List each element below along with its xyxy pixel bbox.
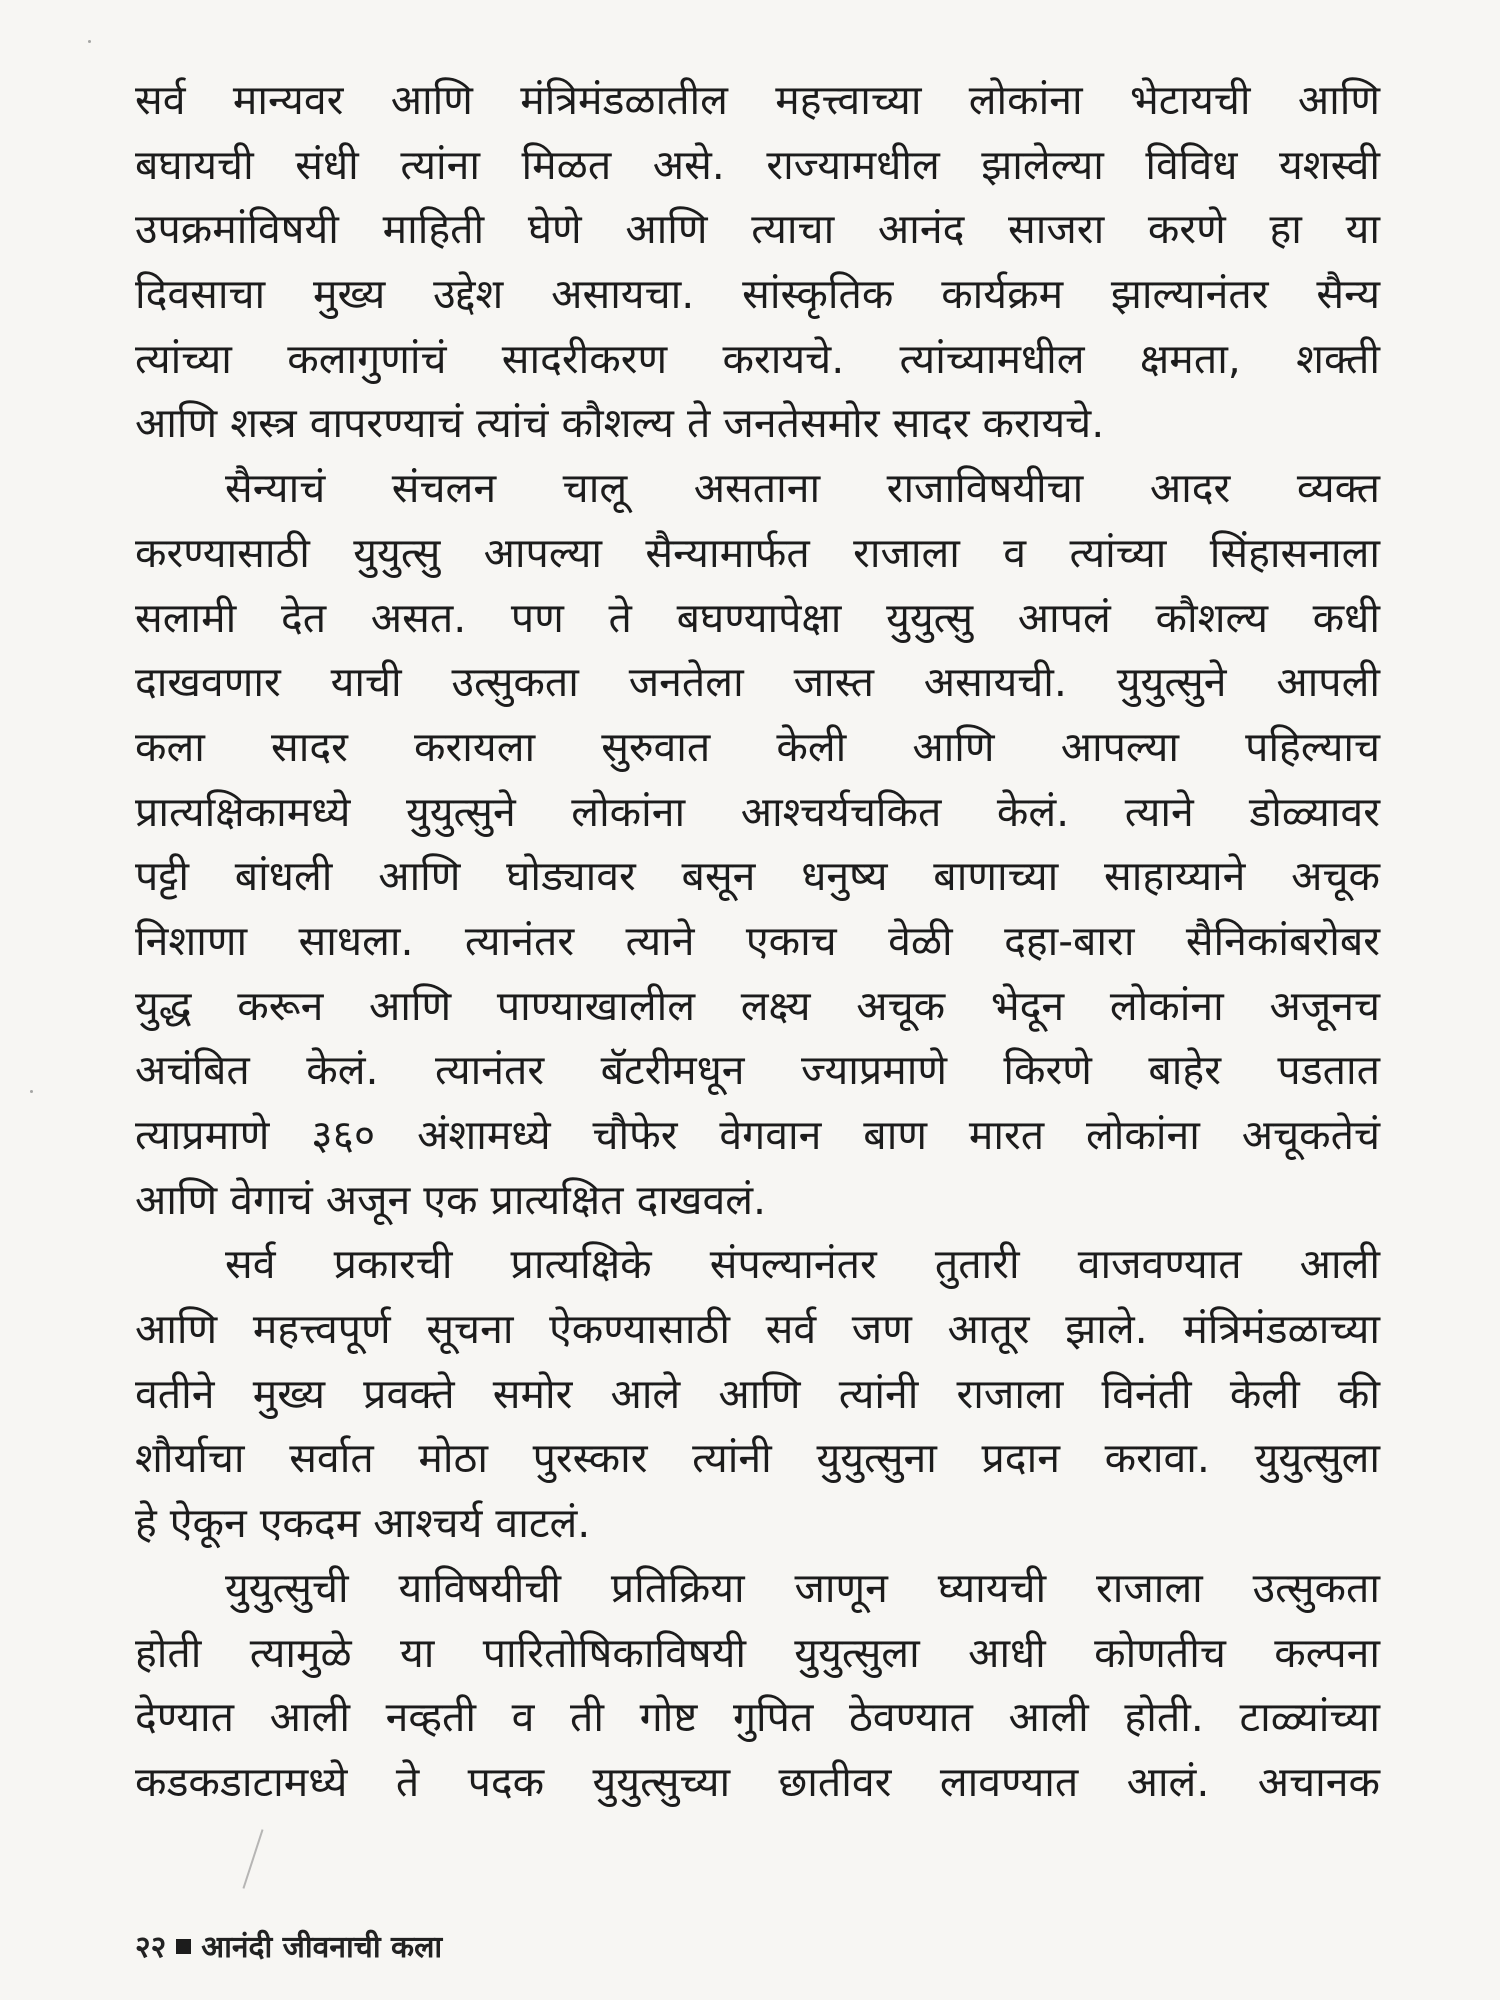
dust-speck [88, 40, 91, 43]
text-line: सैन्याचं संचलन चालू असताना राजाविषयीचा आदर व्यक्त [225, 464, 1380, 513]
text-line: कला सादर करायला सुरुवात केली आणि आपल्या पहिल्याच [135, 722, 1380, 771]
text-line: सर्व प्रकारची प्रात्यक्षिके संपल्यानंतर तुतारी वाजवण्यात आली [225, 1240, 1380, 1289]
text-line: अचंबित केलं. त्यानंतर बॅटरीमधून ज्याप्रमाणे किरणे बाहेर पडतात [135, 1046, 1380, 1095]
text-line: वतीने मुख्य प्रवक्ते समोर आले आणि त्यांनी राजाला विनंती केली की [135, 1369, 1380, 1418]
text-line: सर्व मान्यवर आणि मंत्रिमंडळातील महत्त्वाच्या लोकांना भेटायची आणि [135, 76, 1380, 124]
text-line: शौर्याचा सर्वात मोठा पुरस्कार त्यांनी युयुत्सुना प्रदान करावा. युयुत्सुला [135, 1434, 1380, 1483]
text-line: सलामी देत असत. पण ते बघण्यापेक्षा युयुत्सु आपलं कौशल्य कधी [135, 593, 1380, 642]
page-number: २२ [135, 1930, 167, 1965]
square-bullet-icon [176, 1939, 191, 1954]
text-line: हे ऐकून एकदम आश्चर्य वाटलं. [135, 1499, 591, 1548]
text-line: त्यांच्या कलागुणांचं सादरीकरण करायचे. त्यांच्यामधील क्षमता, शक्ती [135, 334, 1380, 383]
text-line: त्याप्रमाणे ३६० अंशामध्ये चौफेर वेगवान बाण मारत लोकांना अचूकतेचं [135, 1111, 1380, 1159]
text-line: निशाणा साधला. त्यानंतर त्याने एकाच वेळी दहा-बारा सैनिकांबरोबर [135, 916, 1380, 965]
text-line: आणि शस्त्र वापरण्याचं त्यांचं कौशल्य ते जनतेसमोर सादर करायचे. [135, 399, 1105, 448]
text-line: दिवसाचा मुख्य उद्देश असायचा. सांस्कृतिक कार्यक्रम झाल्यानंतर सैन्य [135, 270, 1380, 319]
body-text [135, 68, 1380, 1815]
text-line: देण्यात आली नव्हती व ती गोष्ट गुपित ठेवण्यात आली होती. टाळ्यांच्या [135, 1693, 1380, 1742]
text-line: उपक्रमांविषयी माहिती घेणे आणि त्याचा आनंद साजरा करणे हा या [135, 205, 1380, 254]
text-line: युद्ध करून आणि पाण्याखालील लक्ष्य अचूक भेदून लोकांना अजूनच [135, 981, 1380, 1030]
book-title: आनंदी जीवनाची कला [201, 1930, 443, 1965]
text-line: कडकडाटामध्ये ते पदक युयुत्सुच्या छातीवर लावण्यात आलं. अचानक [135, 1757, 1380, 1806]
text-line: आणि वेगाचं अजून एक प्रात्यक्षित दाखवलं. [135, 1175, 767, 1224]
page-footer [135, 1930, 442, 1966]
text-line: होती त्यामुळे या पारितोषिकाविषयी युयुत्सुला आधी कोणतीच कल्पना [135, 1628, 1380, 1677]
text-line: युयुत्सुची याविषयीची प्रतिक्रिया जाणून घ्यायची राजाला उत्सुकता [225, 1563, 1380, 1612]
text-line: पट्टी बांधली आणि घोड्यावर बसून धनुष्य बाणाच्या साहाय्याने अचूक [135, 852, 1380, 901]
text-line: आणि महत्त्वपूर्ण सूचना ऐकण्यासाठी सर्व जण आतूर झाले. मंत्रिमंडळाच्या [135, 1305, 1380, 1354]
text-line: करण्यासाठी युयुत्सु आपल्या सैन्यामार्फत राजाला व त्यांच्या सिंहासनाला [135, 528, 1380, 577]
text-line: बघायची संधी त्यांना मिळत असे. राज्यामधील झालेल्या विविध यशस्वी [135, 140, 1380, 189]
text-line: प्रात्यक्षिकामध्ये युयुत्सुने लोकांना आश्चर्यचकित केलं. त्याने डोळ्यावर [135, 787, 1380, 836]
pencil-mark [242, 1829, 263, 1889]
dust-speck [30, 1090, 33, 1093]
text-line: दाखवणार याची उत्सुकता जनतेला जास्त असायची. युयुत्सुने आपली [135, 658, 1380, 707]
